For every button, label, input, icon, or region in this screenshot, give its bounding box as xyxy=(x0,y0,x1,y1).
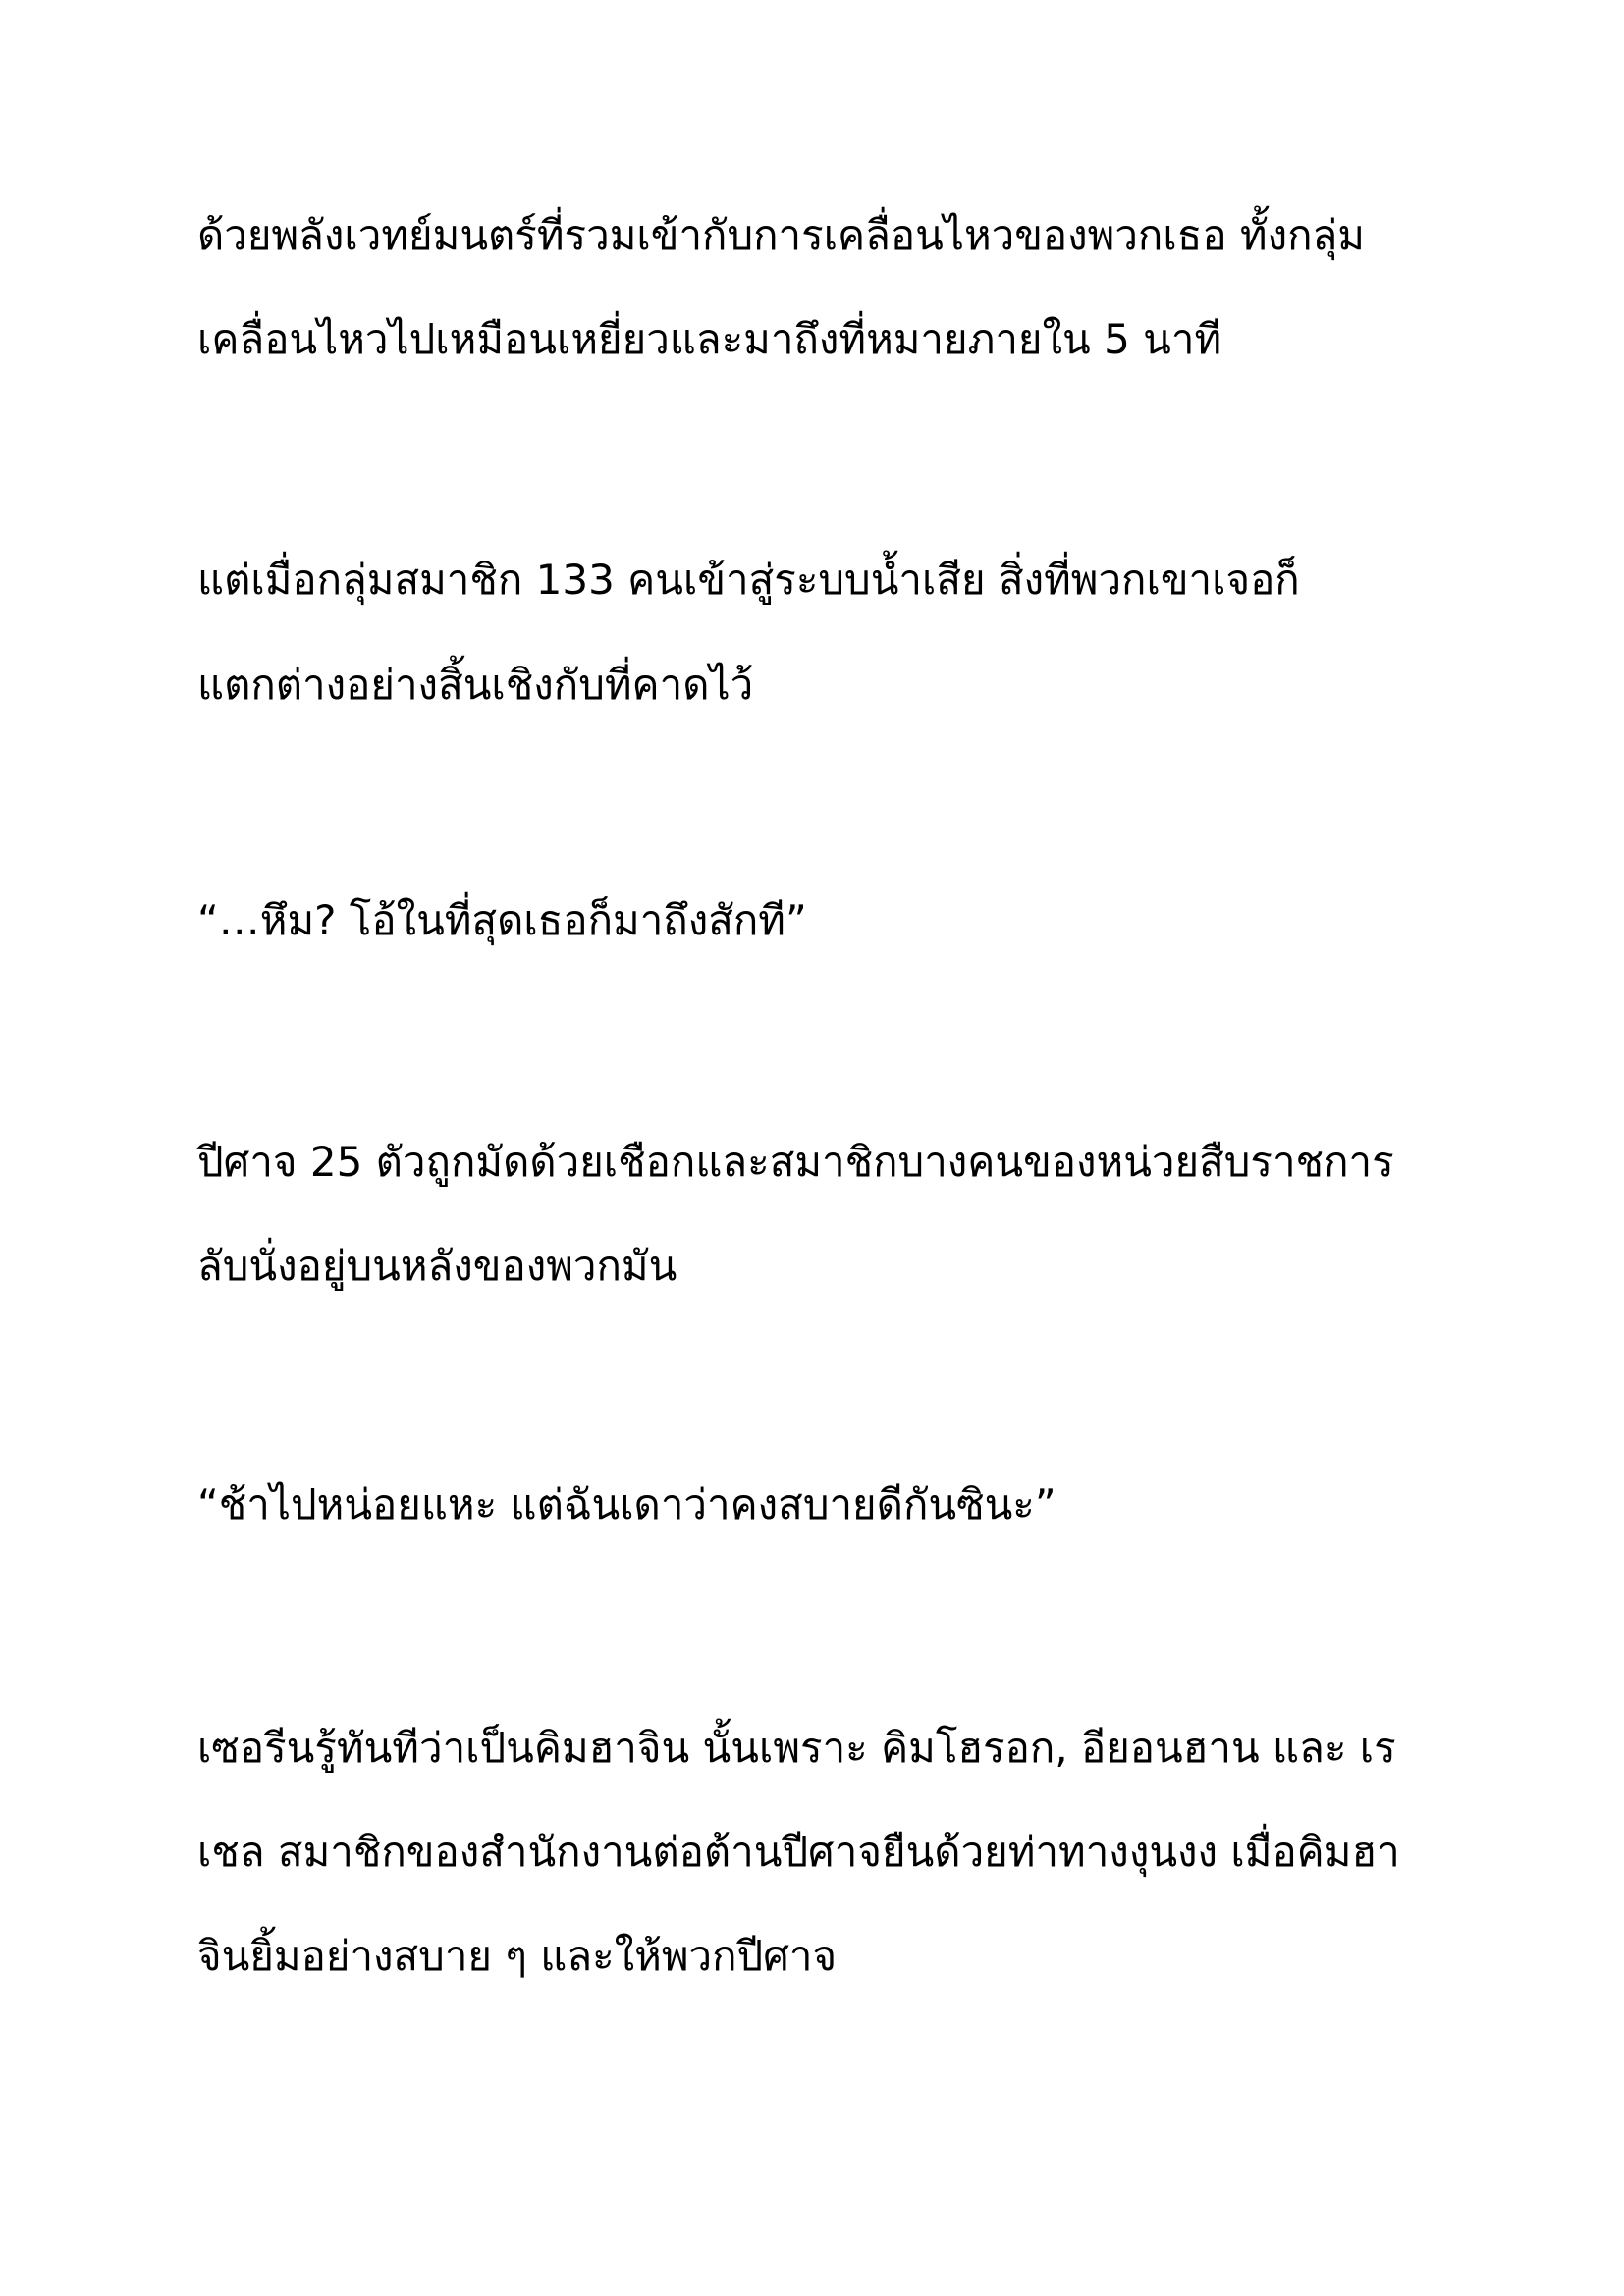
paragraph-5-line-1: “ช้าไปหน่อยแหะ แต่ฉันเดาว่าคงสบายดีกันซินะ” xyxy=(197,1480,1056,1528)
paragraph-1-line-2: เคลื่อนไหวไปเหมือนเหยี่ยวและมาถึงที่หมายภายใน 5 นาที xyxy=(197,315,1222,363)
paragraph-4-line-1: ปีศาจ 25 ตัวถูกมัดด้วยเชือกและสมาชิกบางคนของหน่วยสืบราชการ xyxy=(197,1138,1394,1186)
paragraph-6-line-1: เซอรีนรู้ทันทีว่าเป็นคิมฮาจิน นั้นเพราะ คิมโฮรอก, อียอนฮาน และ เร xyxy=(197,1724,1396,1772)
paragraph-4-line-2: ลับนั่งอยู่บนหลังของพวกมัน xyxy=(197,1242,677,1290)
paragraph-3-line-1: “…หึม? โอ้ในที่สุดเธอก็มาถึงสักที” xyxy=(197,896,807,944)
paragraph-6-line-3: จินยิ้มอย่างสบาย ๆ และให้พวกปีศาจ xyxy=(197,1932,838,1980)
paragraph-1-line-1: ด้วยพลังเวทย์มนตร์ที่รวมเข้ากับการเคลื่อนไหวของพวกเธอ ทั้งกลุ่ม xyxy=(197,211,1365,259)
paragraph-6-line-2: เชล สมาชิกของสำนักงานต่อต้านปีศาจยืนด้วยท่าทางงุนงง เมื่อคิมฮา xyxy=(197,1828,1400,1876)
paragraph-2-line-1: แต่เมื่อกลุ่มสมาชิก 133 คนเข้าสู่ระบบน้ำเสีย สิ่งที่พวกเขาเจอก็ xyxy=(197,556,1300,604)
paragraph-2-line-2: แตกต่างอย่างสิ้นเชิงกับที่คาดไว้ xyxy=(197,661,754,709)
